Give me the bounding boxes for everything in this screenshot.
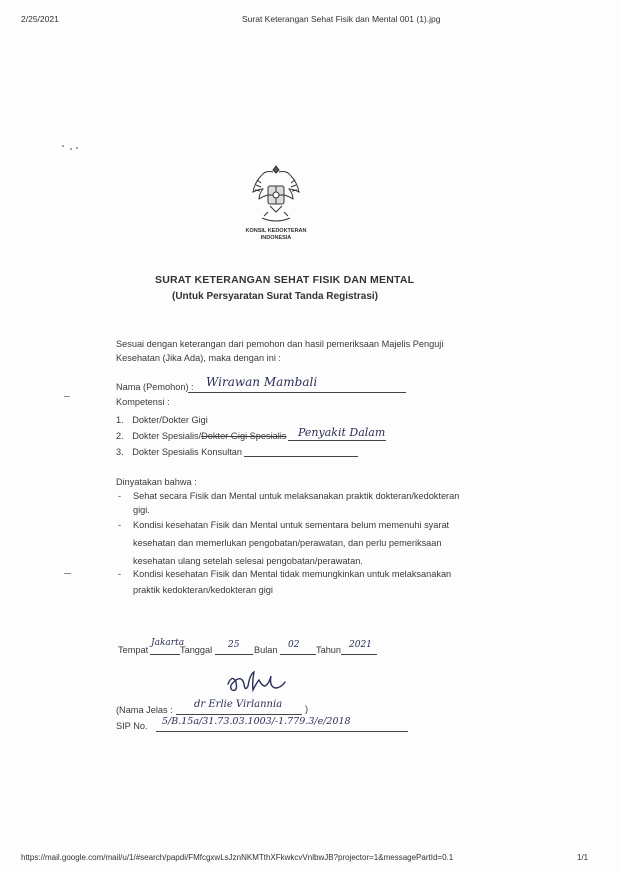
declaration-item-2 xyxy=(118,519,468,567)
kompetensi-text: Dokter Spesialis/ xyxy=(132,431,202,441)
bulan-field xyxy=(280,640,316,655)
bulan-value: 02 xyxy=(288,640,300,650)
declaration-line: Sehat secara Fisik dan Mental untuk melaksanakan praktik dokteran/kedokteran xyxy=(133,491,460,501)
print-date: 2/25/2021 xyxy=(21,14,59,24)
tahun-field xyxy=(341,640,377,655)
tahun-value: 2021 xyxy=(349,640,372,650)
scan-speckle xyxy=(70,148,72,150)
document-subtitle: (Untuk Persyaratan Surat Tanda Registrasi) xyxy=(172,291,378,302)
sip-field xyxy=(156,715,408,732)
tanggal-label: Tanggal xyxy=(180,645,213,655)
tanggal-value: 25 xyxy=(228,640,240,650)
tahun-label: Tahun xyxy=(316,645,342,655)
kompetensi-item-3 xyxy=(116,446,242,458)
sip-value: 5/B.15a/31.73.03.1003/-1.779.3/e/2018 xyxy=(162,716,351,727)
intro-line1: Sesuai dengan keterangan dari pemohon dan hasil pemeriksaan Majelis Penguji xyxy=(116,339,444,349)
declaration-line: Kondisi kesehatan Fisik dan Mental untuk sementara belum memenuhi syarat xyxy=(133,520,450,530)
declaration-item-1 xyxy=(118,490,468,516)
kompetensi-text: Dokter Spesialis Konsultan xyxy=(132,447,243,457)
applicant-name-field xyxy=(188,373,406,393)
garuda-emblem-icon xyxy=(248,162,304,226)
tempat-value: Jakarta xyxy=(151,638,185,648)
tempat-label: Tempat xyxy=(118,645,149,655)
declaration-line: gigi. xyxy=(133,505,150,515)
tempat-field xyxy=(150,638,185,655)
applicant-label: Nama (Pemohon) : xyxy=(116,382,194,392)
tanggal-field xyxy=(215,640,253,655)
kompetensi-num: 1. xyxy=(116,415,124,425)
kompetensi-text: Dokter/Dokter Gigi xyxy=(132,415,208,425)
declaration-line: kesehatan dan memerlukan pengobatan/perawatan, dan perlu pemeriksaan xyxy=(133,538,442,548)
declaration-item-3 xyxy=(118,568,468,596)
signer-name-value: dr Erlie Virlannia xyxy=(194,699,283,710)
kompetensi-struck-text: Dokter Gigi Spesialis xyxy=(201,431,287,441)
bullet: - xyxy=(118,520,122,530)
declaration-line: praktik kedokteran/kedokteran gigi xyxy=(133,585,273,595)
scan-speckle xyxy=(64,396,70,397)
print-url: https://mail.google.com/mail/u/1/#search/papdi/FMfcgxwLsJznNKMTthXFkwkcvVnlbwJB?projector=1&messagePartId=0.1 xyxy=(21,853,454,862)
bullet: - xyxy=(118,569,122,579)
applicant-name-value: Wirawan Mambali xyxy=(206,375,318,389)
signature-graphic xyxy=(222,662,288,698)
specialty-field xyxy=(288,425,386,441)
declaration-label: Dinyatakan bahwa : xyxy=(116,477,197,487)
consultant-field xyxy=(244,456,358,457)
signer-name-close: ) xyxy=(305,704,309,714)
document-title: SURAT KETERANGAN SEHAT FISIK DAN MENTAL xyxy=(155,274,415,286)
intro-line2: Kesehatan (Jika Ada), maka dengan ini : xyxy=(116,353,281,363)
kompetensi-item-2 xyxy=(116,430,286,442)
declaration-line: kesehatan ulang setelah selesai pengobatan/perawatan. xyxy=(133,556,363,566)
kompetensi-item-1 xyxy=(116,414,208,426)
emblem-caption xyxy=(230,228,322,242)
org-name-line1: KONSIL KEDOKTERAN xyxy=(245,228,307,234)
org-name-line2: INDONESIA xyxy=(260,235,292,241)
bulan-label: Bulan xyxy=(254,645,278,655)
bullet: - xyxy=(118,491,122,501)
kompetensi-num: 2. xyxy=(116,431,124,441)
scan-speckle xyxy=(62,145,64,147)
specialty-value: Penyakit Dalam xyxy=(298,426,386,439)
print-page-number: 1/1 xyxy=(577,853,589,862)
declaration-line: Kondisi kesehatan Fisik dan Mental tidak memungkinkan untuk melaksanakan xyxy=(133,569,452,579)
print-doc-title: Surat Keterangan Sehat Fisik dan Mental 001 (1).jpg xyxy=(242,14,441,24)
signer-name-field xyxy=(176,700,302,715)
scan-speckle xyxy=(64,573,71,574)
kompetensi-num: 3. xyxy=(116,447,124,457)
scan-speckle xyxy=(76,147,78,149)
sip-label: SIP No. xyxy=(116,721,148,731)
kompetensi-label: Kompetensi : xyxy=(116,397,170,407)
signer-name-label: (Nama Jelas : xyxy=(116,705,173,715)
